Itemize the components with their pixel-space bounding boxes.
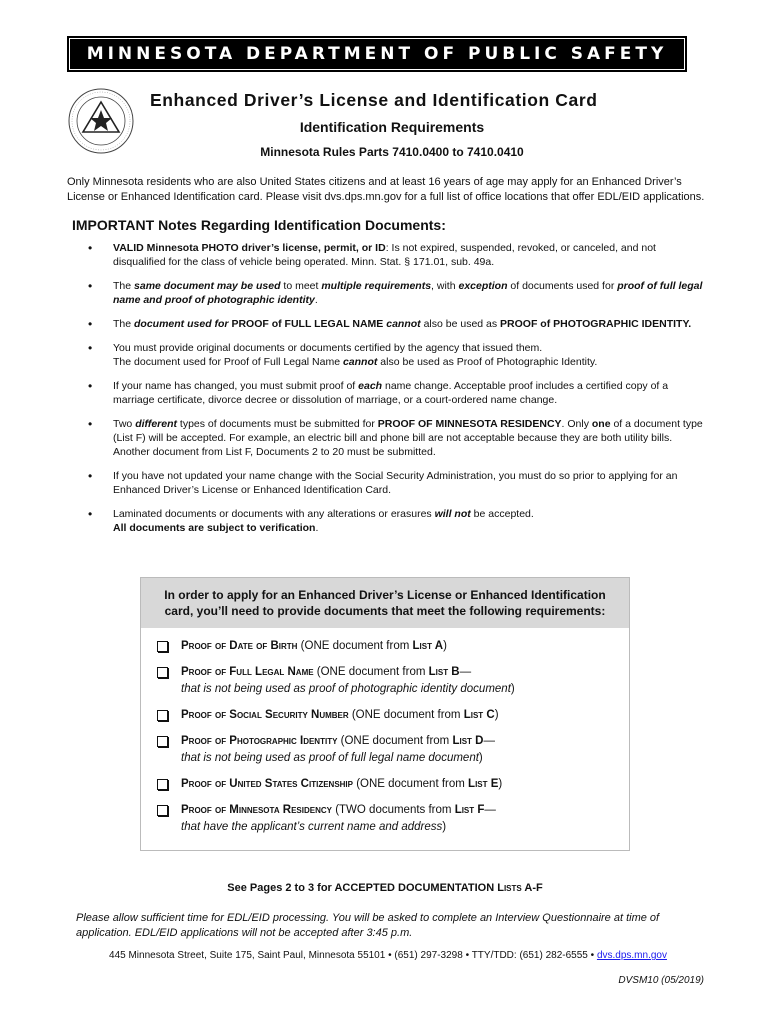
document-subtitle: Identification Requirements xyxy=(299,119,485,135)
requirements-checklist xyxy=(141,628,629,836)
note-original-documents: • You must provide original documents or documents certified by the agency that issued them. The document used for Proof of Full Legal Name cannot also be used as Proof of Photographic Identity. xyxy=(88,341,708,369)
notes-heading: IMPORTANT Notes Regarding Identification Documents: xyxy=(72,217,446,233)
intro-paragraph: Only Minnesota residents who are also United States citizens and at least 16 years of age may apply for an Enhanced Driver’s License or Enhanced Identification card. Please visit dvs.dps.mn.gov for a full list of office locations that offer EDL/EID applications. xyxy=(67,176,705,203)
checkbox[interactable] xyxy=(157,667,168,678)
footer-contact: 445 Minnesota Street, Suite 175, Saint Paul, Minnesota 55101 • (651) 297-3298 • TTY/TDD: (651) 282-6555 • dvs.dps.mn.gov xyxy=(109,950,667,961)
requirement-social-security: Proof of Social Security Number (ONE document from List C) xyxy=(157,707,615,724)
department-name: MINNESOTA DEPARTMENT OF PUBLIC SAFETY xyxy=(86,44,668,64)
website-link[interactable]: dvs.dps.mn.gov xyxy=(596,950,667,961)
requirement-date-of-birth: Proof of Date of Birth (ONE document from List A) xyxy=(157,638,615,655)
footer-address: 445 Minnesota Street, Suite 175, Saint Paul, Minnesota 55101 xyxy=(109,950,386,961)
checkbox[interactable] xyxy=(157,805,168,816)
state-seal-logo xyxy=(68,86,134,156)
requirement-mn-residency: Proof of Minnesota Residency (TWO documents from List F— that have the applicant’s current name and address) xyxy=(157,802,615,836)
note-laminated: • Laminated documents or documents with any alterations or erasures will not be accepted. All documents are subject to verification. xyxy=(88,507,708,535)
requirements-heading: In order to apply for an Enhanced Driver’s License or Enhanced Identification card, you’ll need to provide documents that meet the following requirements: xyxy=(141,578,629,628)
document-title: Enhanced Driver’s License and Identification Card xyxy=(150,90,598,110)
requirement-full-legal-name: Proof of Full Legal Name (ONE document from List B— that is not being used as proof of photographic identity document) xyxy=(157,664,615,698)
checkbox[interactable] xyxy=(157,779,168,790)
requirements-box xyxy=(140,577,630,851)
form-number: DVSM10 (05/2019) xyxy=(618,975,704,986)
checkbox[interactable] xyxy=(157,641,168,652)
checkbox[interactable] xyxy=(157,736,168,747)
footer-tty: TTY/TDD: (651) 282-6555 xyxy=(471,950,588,961)
requirement-photographic-identity: Proof of Photographic Identity (ONE document from List D— that is not being used as proof of full legal name document) xyxy=(157,733,615,767)
department-banner xyxy=(67,36,687,72)
note-social-security: • If you have not updated your name change with the Social Security Administration, you must do so prior to applying for an Enhanced Driver’s License or Enhanced Identification Card. xyxy=(88,469,708,497)
processing-note: Please allow sufficient time for EDL/EID processing. You will be asked to complete an Interview Questionnaire at time of application. EDL/EID applications will not be accepted after 3:45 p.m. xyxy=(76,912,660,939)
note-name-change: • If your name has changed, you must submit proof of each name change. Acceptable proof includes a certified copy of a marriage certificate, divorce decree or dissolution of marriage, or a court-ordered name change. xyxy=(88,379,708,407)
see-pages-note: See Pages 2 to 3 for ACCEPTED DOCUMENTATION Lists A-F xyxy=(227,882,543,894)
footer-phone: (651) 297-3298 xyxy=(394,950,463,961)
note-legal-name-document: • The document used for PROOF of FULL LEGAL NAME cannot also be used as PROOF of PHOTOGRAPHIC IDENTITY. xyxy=(88,317,708,331)
rules-reference: Minnesota Rules Parts 7410.0400 to 7410.0410 xyxy=(260,145,524,159)
note-residency: • Two different types of documents must be submitted for PROOF OF MINNESOTA RESIDENCY. Only one of a document type (List F) will be accepted. For example, an electric bill and phone bill are not acceptable because they are both utility bills. Another document from List F, Documents 2 to 20 must be submitted. xyxy=(88,417,708,459)
notes-list xyxy=(88,241,708,545)
note-same-document: • The same document may be used to meet multiple requirements, with exception of documents used for proof of full legal name and proof of photographic identity. xyxy=(88,279,708,307)
requirement-us-citizenship: Proof of United States Citizenship (ONE document from List E) xyxy=(157,776,615,793)
checkbox[interactable] xyxy=(157,710,168,721)
note-valid-photo-id: • VALID Minnesota PHOTO driver’s license, permit, or ID: Is not expired, suspended, revoked, or canceled, and not disqualified for the class of vehicle being operated. Minn. Stat. § 171.01, sub. 49a. xyxy=(88,241,708,269)
